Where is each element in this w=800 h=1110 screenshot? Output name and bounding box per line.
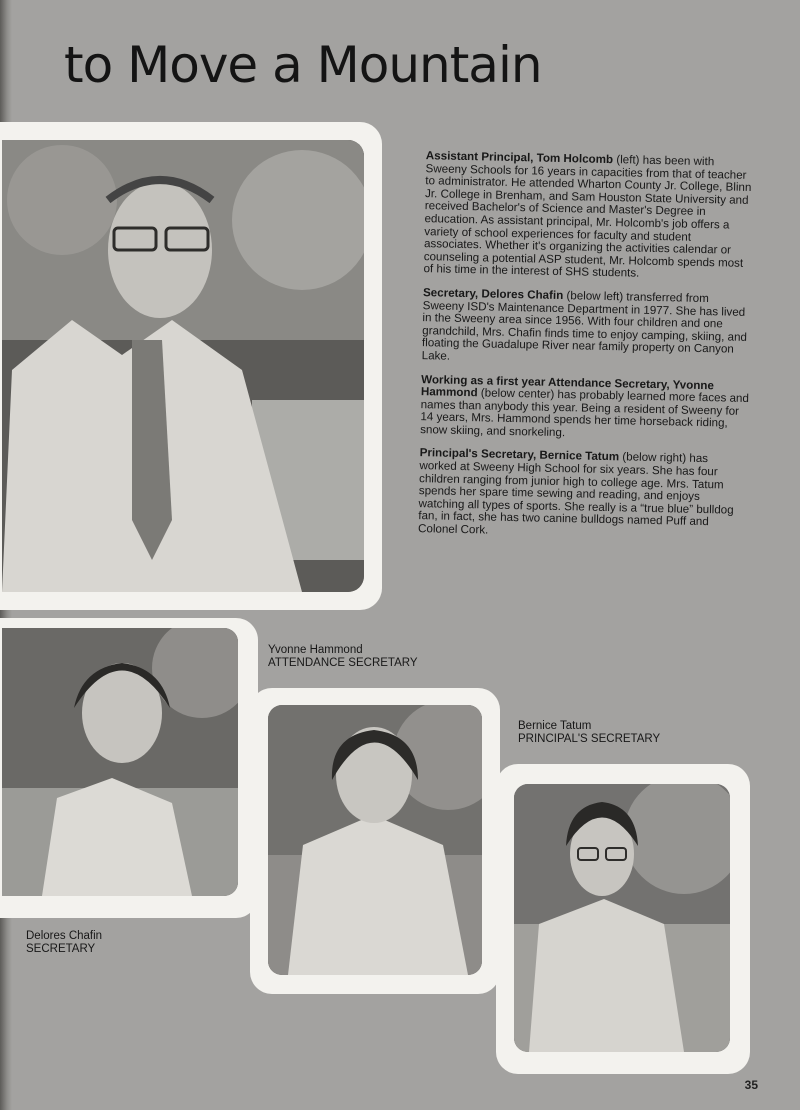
bio-holcomb-text: (left) has been with Sweeny Schools for 16 years in capacities from that of teacher to administrator. He attended Wharton County Jr. College, Blinn Jr. College in Brenham, and Sam Houston State University and received Bachelor's of Science and Master's Degree in education. As assistant principal, Mr. Holcomb's job offers a variety of school experiences for faculty and student associates. Whether it's organizing the activities calendar or counseling a potential ASP student, Mr. Holcomb spends most of his time in the interest of SHS students. [423,153,752,281]
caption-hammond-name: Yvonne Hammond [268,644,363,656]
caption-tatum-name: Bernice Tatum [518,720,592,732]
bio-hammond [420,374,749,444]
bio-tatum-lead: Principal's Secretary, Bernice Tatum [419,446,620,464]
caption-tatum-role: PRINCIPAL'S SECRETARY [518,733,661,745]
chafin-photo [2,628,238,896]
bio-tatum-text: (below right) has worked at Sweeny High School for six years. She has four children ranging from junior high to college age. Mrs. Tatum spends her spare time sewing and reading, and enjoys watching all types of sports. She really is a “true blue” bulldog fan, in fact, she has two canine bulldogs named Puff and Colonel Cork. [417,450,734,537]
bio-tatum [418,448,748,543]
tatum-photo [514,784,730,1052]
caption-hammond [268,644,418,670]
bio-hammond-text: (below center) has probably learned more faces and names than anybody this year. Being a resident of Sweeny for 14 years, Mrs. Hammond spends her time horseback riding, snow skiing, and snorkeling. [420,386,750,440]
caption-tatum [518,720,660,746]
caption-chafin-name: Delores Chafin [26,930,103,942]
bio-holcomb [423,150,754,283]
bio-holcomb-lead: Assistant Principal, Tom Holcomb [425,149,614,167]
bio-chafin-lead: Secretary, Delores Chafin [422,286,564,303]
bio-hammond-lead: Working as a first year Attendance Secretary, Yvonne Hammond [420,372,715,400]
holcomb-photo [2,140,364,592]
page-title: to Move a Mountain [64,36,542,94]
bio-chafin [422,287,752,369]
caption-chafin [26,930,102,956]
caption-chafin-role: SECRETARY [26,943,96,955]
hammond-photo [268,705,482,975]
bio-chafin-text: (below left) transferred from Sweeny ISD's Maintenance Department in 1977. She has lived in the Sweeny area since 1956. With four children and one grandchild, Mrs. Chafin finds time to enjoy camping, skiing, and floating the Guadalupe River near family property on Canyon Lake. [421,289,748,363]
caption-hammond-role: ATTENDANCE SECRETARY [268,657,418,669]
page-number: 35 [744,1078,758,1092]
bio-text-column [410,150,754,554]
